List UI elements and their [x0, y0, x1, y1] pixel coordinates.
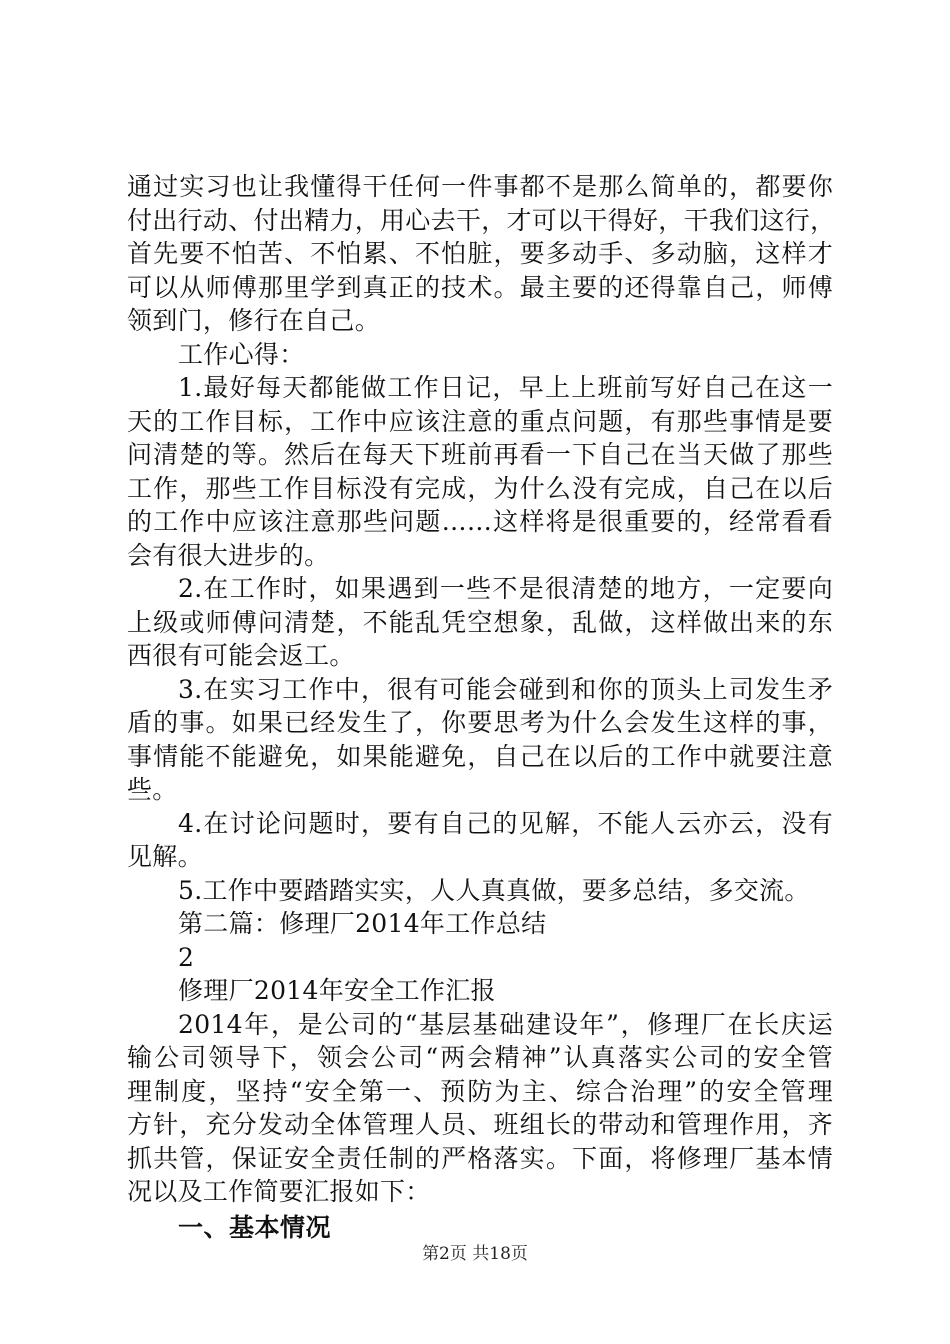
text-line: 会有很大进步的。 — [127, 540, 330, 570]
text-line: 首先要不怕苦、不怕累、不怕脏，要多动手、多动脑，这样才 — [127, 239, 833, 268]
text-line: 方针，充分发动全体管理人员、班组长的带动和管理作用，齐 — [127, 1110, 833, 1139]
text-line: 工作，那些工作目标没有完成，为什么没有完成，自己在以后 — [127, 473, 833, 503]
text-line: 2014年，是公司的“基层基础建设年”，修理厂在长庆运 — [178, 1009, 833, 1039]
list-item-5: 5.工作中要踏踏实实，人人真真做，要多总结，多交流。 — [178, 875, 810, 905]
text-line: 的工作中应该注意那些问题……这样将是很重要的，经常看看 — [127, 507, 833, 536]
page-footer: 第2页 共18页 — [422, 1244, 528, 1264]
text-line: 见解。 — [127, 842, 203, 871]
text-line: 上级或师傅问清楚，不能乱凭空想象，乱做，这样做出来的东 — [127, 607, 833, 637]
text-line: 些。 — [127, 775, 178, 804]
list-item-4: 4.在讨论问题时，要有自己的见解，不能人云亦云，没有 — [178, 808, 833, 838]
text-line: 抓共管，保证安全责任制的严格落实。下面，将修理厂基本情 — [127, 1143, 833, 1173]
list-item-2: 2.在工作时，如果遇到一些不是很清楚的地方，一定要向 — [178, 574, 833, 603]
text-line: 通过实习也让我懂得干任何一件事都不是那么简单的，都要你 — [127, 172, 833, 201]
document-body — [127, 170, 836, 1246]
report-title: 修理厂2014年安全工作汇报 — [178, 976, 496, 1005]
text-line: 盾的事。如果已经发生了，你要思考为什么会发生这样的事， — [127, 708, 833, 737]
list-item-3: 3.在实习工作中，很有可能会碰到和你的顶头上司发生矛 — [178, 674, 833, 704]
section-heading: 一、基本情况 — [178, 1212, 332, 1242]
text-line: 输公司领导下，领会公司“两会精神”认真落实公司的安全管 — [127, 1043, 833, 1072]
text-line: 领到门，修行在自己。 — [127, 306, 381, 335]
list-item-1: 1.最好每天都能做工作日记，早上上班前写好自己在这一 — [178, 373, 833, 402]
chapter-title: 第二篇：修理厂2014年工作总结 — [178, 909, 547, 938]
text-line: 问清楚的等。然后在每天下班前再看一下自己在当天做了那些 — [127, 440, 833, 469]
text-line: 况以及工作简要汇报如下： — [127, 1177, 431, 1206]
text-line: 可以从师傅那里学到真正的技术。最主要的还得靠自己，师傅 — [127, 272, 833, 302]
text-line: 西很有可能会返工。 — [127, 641, 355, 670]
text-line: 事情能不能避免，如果能避免，自己在以后的工作中就要注意 — [127, 741, 833, 771]
text-line: 理制度，坚持“安全第一、预防为主、综合治理”的安全管理 — [127, 1076, 833, 1106]
text-line: 付出行动、付出精力，用心去干，才可以干得好，干我们这行， — [127, 205, 836, 235]
chapter-number: 2 — [178, 942, 195, 972]
text-line: 天的工作目标，工作中应该注意的重点问题，有那些事情是要 — [127, 406, 833, 436]
section-label: 工作心得： — [178, 339, 305, 369]
